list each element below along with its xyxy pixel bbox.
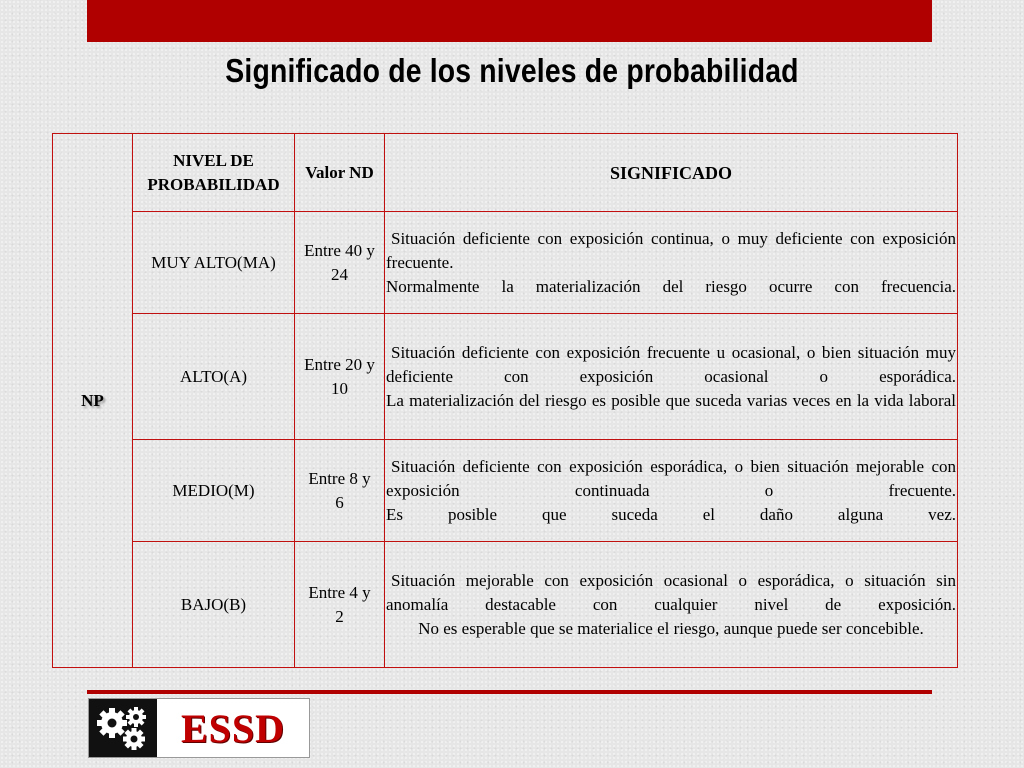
valor-line2: 10 (331, 378, 348, 398)
table-row (53, 314, 958, 440)
significado-text-2: Normalmente la materialización del riesgo ocurre con frecuencia. (386, 276, 956, 296)
probability-levels-table (52, 133, 958, 668)
valor-cell (295, 440, 385, 542)
significado-text-2: La materialización del riesgo es posible que suceda varias veces en la vida laboral (386, 390, 956, 410)
valor-line1: Entre 4 y (308, 582, 371, 602)
nivel-cell: MEDIO(M) (133, 440, 295, 542)
valor-cell (295, 212, 385, 314)
significado-text-2: No es esperable que se materialice el riesgo, aunque puede ser concebible. (418, 618, 924, 638)
valor-cell (295, 314, 385, 440)
valor-line2: 2 (335, 606, 344, 626)
table-row (53, 542, 958, 668)
significado-cell (385, 542, 958, 668)
table-header-row (53, 134, 958, 212)
header-significado: SIGNIFICADO (385, 134, 958, 212)
nivel-cell: ALTO(A) (133, 314, 295, 440)
header-valor: Valor ND (295, 134, 385, 212)
top-accent-bar (87, 0, 932, 42)
nivel-cell: BAJO(B) (133, 542, 295, 668)
essd-logo (88, 698, 310, 758)
significado-cell (385, 314, 958, 440)
significado-text-2: Es posible que suceda el daño alguna vez. (386, 504, 956, 524)
slide-title: Significado de los niveles de probabilidad (225, 52, 799, 89)
significado-text-1: Situación deficiente con exposición continua, o muy deficiente con exposición frecuente. (386, 228, 956, 272)
table-row (53, 212, 958, 314)
significado-text-1: Situación deficiente con exposición frecuente u ocasional, o bien situación muy deficiente con exposición ocasional o esporádica. (386, 342, 956, 386)
significado-cell (385, 440, 958, 542)
significado-cell (385, 212, 958, 314)
np-label: NP (53, 134, 133, 668)
header-nivel-line2: PROBABILIDAD (147, 174, 280, 194)
table-row (53, 440, 958, 542)
valor-cell (295, 542, 385, 668)
nivel-cell: MUY ALTO(MA) (133, 212, 295, 314)
valor-line2: 6 (335, 492, 344, 512)
gears-icon (89, 699, 157, 757)
valor-line2: 24 (331, 264, 348, 284)
logo-text: ESSD (180, 705, 286, 751)
bottom-accent-line (87, 690, 932, 694)
valor-line1: Entre 20 y (304, 354, 375, 374)
valor-line1: Entre 8 y (308, 468, 371, 488)
header-nivel-line1: NIVEL DE (173, 150, 254, 170)
significado-text-1: Situación mejorable con exposición ocasional o esporádica, o situación sin anomalía destacable con cualquier nivel de exposición. (386, 570, 956, 614)
significado-text-1: Situación deficiente con exposición esporádica, o bien situación mejorable con exposición continuada o frecuente. (386, 456, 956, 500)
header-nivel (133, 134, 295, 212)
valor-line1: Entre 40 y (304, 240, 375, 260)
